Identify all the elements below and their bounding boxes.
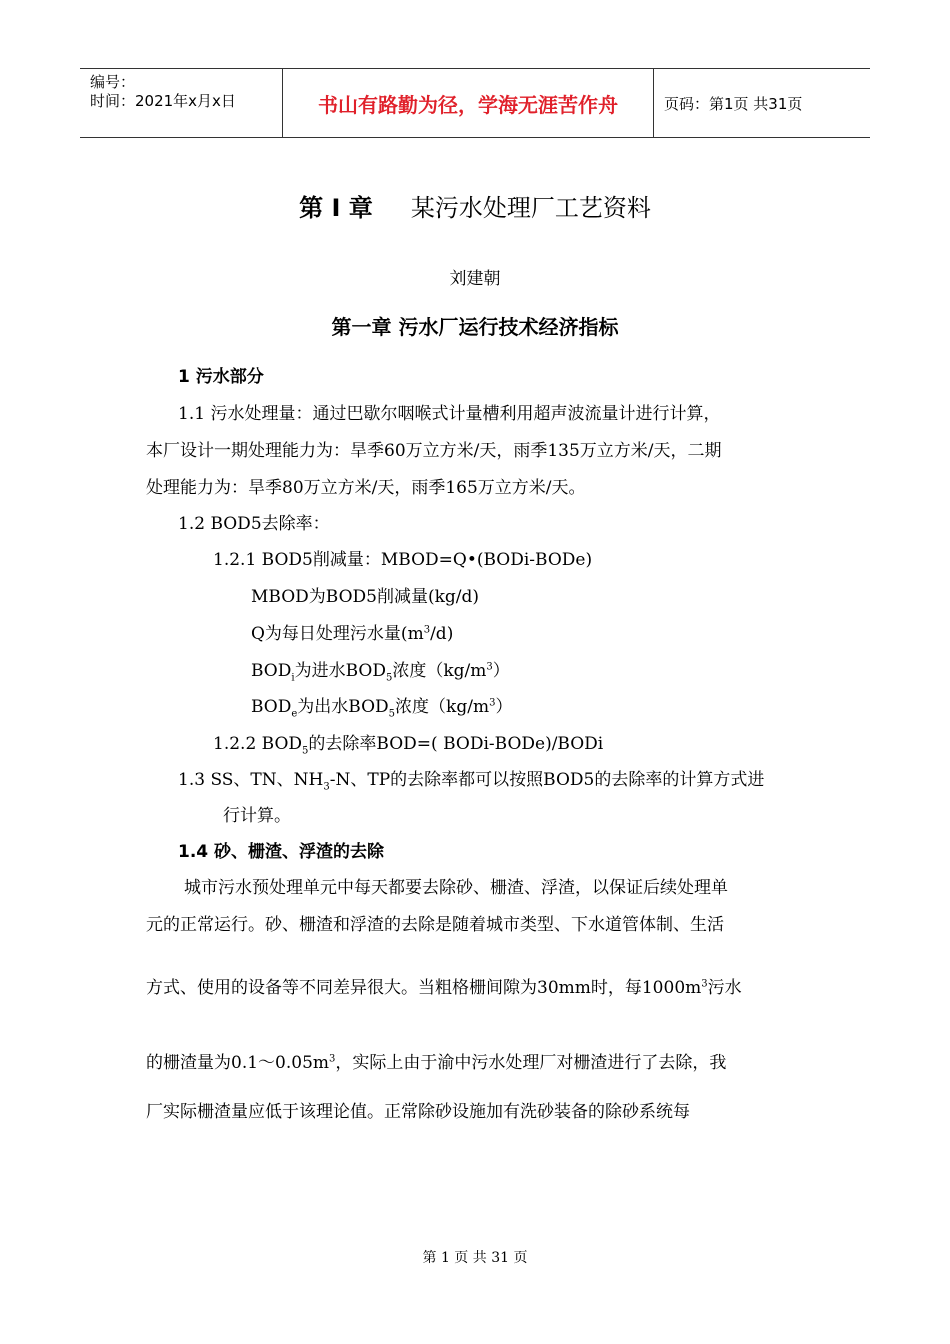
chapter-prefix: 第 I 章: [299, 194, 373, 222]
definition-line: $BOD_e$为出水$BOD_5$浓度$(kg/m^3)$: [251, 697, 513, 720]
number-label: 编号：: [90, 73, 136, 91]
definition-line: Q为每日处理污水量$(m^3/d)$: [251, 624, 454, 644]
subsection-line: 1.2 BOD5去除率：: [178, 514, 330, 534]
page-footer: 第 1 页 共 31 页: [422, 1250, 528, 1266]
paragraph-line: 行计算。: [223, 806, 291, 826]
page-title: [0, 188, 950, 223]
paragraph-line: 1.3 SS、TN、$NH_3-N$、TP的去除率都可以按照BOD5的去除率的计算方式进: [178, 770, 765, 793]
header-info-cell: [80, 69, 282, 137]
header-table: [80, 68, 870, 138]
section-heading: 1.4 砂、栅渣、浮渣的去除: [178, 842, 385, 862]
chapter-title: 某污水处理厂工艺资料: [410, 194, 651, 222]
time-label: 时间：2021年x月x日: [90, 92, 236, 110]
paragraph-line: 城市污水预处理单元中每天都要去除砂、栅渣、浮渣，以保证后续处理单: [184, 878, 728, 898]
page-info-text: 页码：第1页 共31页: [664, 94, 803, 113]
chapter-heading: 第一章 污水厂运行技术经济指标: [331, 315, 619, 339]
formula-line: 1.2.1 BOD5削减量：MBOD=Q•(BODi-BODe): [213, 550, 593, 570]
paragraph-line: 方式、使用的设备等不同差异很大。当粗格栅间隙为30mm时，每$1000m^3$污水: [146, 978, 742, 998]
motto-cell: [282, 69, 654, 137]
page-info-cell: [654, 69, 870, 137]
paragraph-line: 厂实际栅渣量应低于该理论值。正常除砂设施加有洗砂装备的除砂系统每: [146, 1102, 690, 1122]
paragraph-line: 的栅渣量为$0.1\sim 0.05m^3$，实际上由于渝中污水处理厂对栅渣进行了去除，我: [146, 1053, 727, 1073]
motto-text: 书山有路勤为径，学海无涯苦作舟: [318, 92, 618, 117]
paragraph-line: 1.1 污水处理量：通过巴歇尔咽喉式计量槽利用超声波流量计进行计算，: [178, 404, 721, 424]
formula-line: 1.2.2 $BOD_5$的去除率BOD=( BODi-BODe)/BODi: [213, 734, 604, 757]
paragraph-line: 处理能力为：旱季80万立方米/天，雨季165万立方米/天。: [146, 478, 586, 498]
paragraph-line: 元的正常运行。砂、栅渣和浮渣的去除是随着城市类型、下水道管体制、生活: [146, 915, 724, 935]
section-heading: 1 污水部分: [178, 367, 264, 387]
definition-line: $BOD_i$为进水$BOD_5$浓度$(kg/m^3)$: [251, 661, 510, 684]
paragraph-line: 本厂设计一期处理能力为：旱季60万立方米/天，雨季135万立方米/天，二期: [146, 441, 722, 461]
definition-line: MBOD为BOD5削减量(kg/d): [251, 587, 480, 607]
author: 刘建朝: [449, 269, 501, 289]
